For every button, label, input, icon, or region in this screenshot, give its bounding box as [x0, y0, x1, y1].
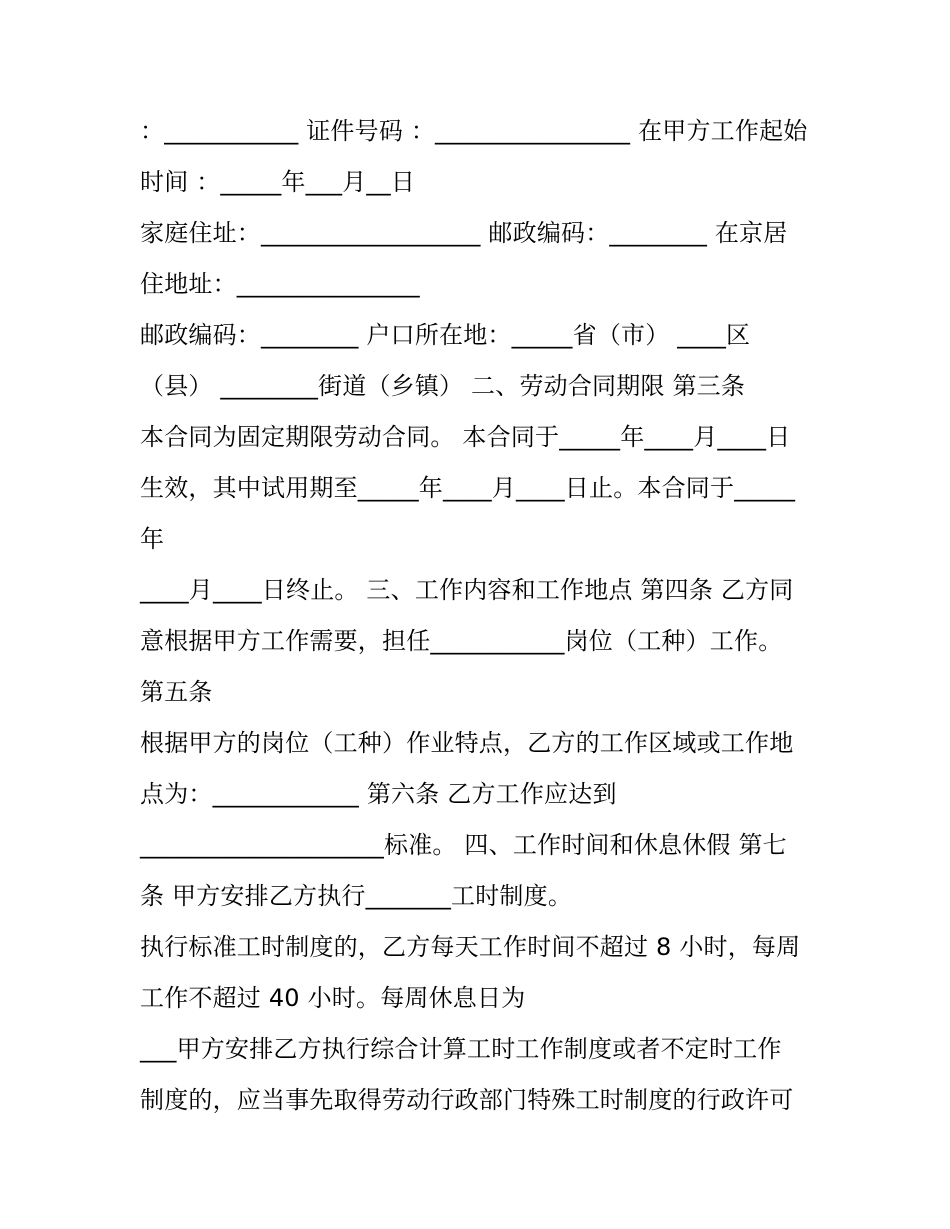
text-line: 意根据甲方工作需要，担任___________岗位（工种）工作。 — [140, 627, 783, 655]
text-line: 制度的，应当事先取得劳动行政部门特殊工时制度的行政许可 — [140, 1086, 794, 1114]
text-line: 条 甲方安排乙方执行_______工时制度。 — [140, 882, 573, 910]
text-line: 点为：____________ 第六条 乙方工作应达到 — [140, 780, 617, 808]
text-line: （县） ________街道（乡镇） 二、劳动合同期限 第三条 — [140, 372, 746, 400]
text-line: 邮政编码：________ 户口所在地：_____省（市） ____区 — [140, 321, 751, 349]
text-line: 年 — [140, 525, 165, 553]
text-line: ___甲方安排乙方执行综合计算工时工作制度或者不定时工作 — [140, 1035, 782, 1063]
text-line: 根据甲方的岗位（工种）作业特点，乙方的工作区域或工作地 — [140, 729, 794, 757]
text-line: 执行标准工时制度的，乙方每天工作时间不超过 8 小时，每周 — [140, 933, 801, 961]
contract-text — [140, 108, 830, 1128]
text-line: ____月____日终止。 三、工作内容和工作地点 第四条 乙方同 — [140, 576, 794, 604]
text-line: ：___________ 证件号码 ：________________ 在甲方工作起始 — [140, 117, 808, 145]
text-line: 家庭住址：__________________ 邮政编码：________ 在京居 — [140, 219, 788, 247]
text-line: ____________________标准。 四、工作时间和休息休假 第七 — [140, 831, 787, 859]
text-line: 第五条 — [140, 678, 213, 706]
text-line: 生效，其中试用期至_____年____月____日止。本合同于_____ — [140, 474, 796, 502]
text-line: 本合同为固定期限劳动合同。 本合同于_____年____月____日 — [140, 423, 791, 451]
text-line: 工作不超过 40 小时。每周休息日为 — [140, 984, 526, 1012]
text-line: 时间 ：_____年___月__日 — [140, 168, 416, 196]
text-line: 住地址：_______________ — [140, 270, 420, 298]
